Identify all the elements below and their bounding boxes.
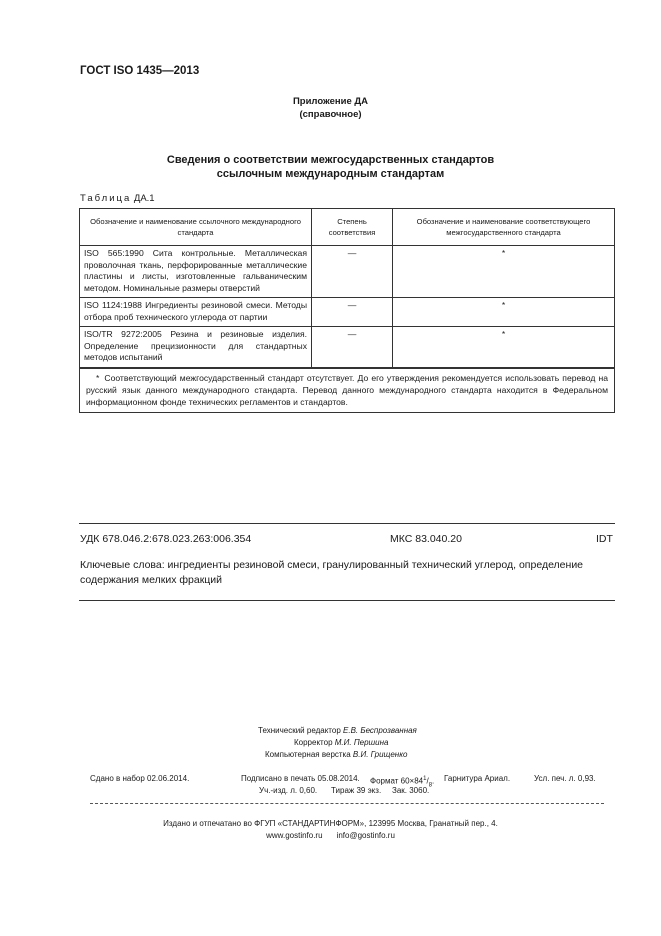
layout-line (265, 749, 407, 761)
circulation: Тираж 39 экз. (331, 786, 382, 795)
column-header-reference: Обозначение и наименование ссылочного международного стандарта (80, 209, 312, 246)
divider-top (79, 523, 615, 524)
corrector-line (294, 737, 388, 749)
corrector-name: М.И. Першина (334, 738, 389, 747)
layout-label: Компьютерная верстка (265, 750, 351, 759)
typeface: Гарнитура Ариал. (444, 774, 511, 783)
divider-bottom (79, 600, 615, 601)
table-footnote (80, 368, 615, 413)
publisher-email[interactable]: info@gostinfo.ru (336, 831, 395, 840)
idt-code: IDT (596, 533, 613, 545)
interstate-standard-cell: * (393, 298, 615, 327)
publisher-contacts (0, 830, 661, 842)
column-header-degree: Степень соответствия (312, 209, 393, 246)
annex-subtitle: (справочное) (299, 109, 362, 120)
correspondence-table (79, 208, 615, 413)
footnote-text: Соответствующий межгосударственный стандарт отсутствует. До его утверждения рекомендуется использовать перевод на русский язык данного международного стандарта. Перевод данного международного стандарта находится в Федеральном информационном фонде технических регламентов и стандартов. (86, 372, 608, 407)
publisher-line: Издано и отпечатано во ФГУП «СТАНДАРТИНФОРМ», 123995 Москва, Гранатный пер., 4. (163, 819, 498, 828)
dashed-divider (90, 803, 604, 804)
print-format: Формат $60\times 84^1/_8$. (370, 776, 435, 789)
annex-title: Приложение ДА (292, 96, 369, 107)
interstate-standard-cell: * (393, 246, 615, 298)
udk-code: УДК 678.046.2:678.023.263:006.354 (80, 533, 252, 545)
format-fraction-numerator: 1 (423, 776, 427, 782)
table-header-row (80, 209, 615, 246)
reference-standard-cell: ISO/TR 9272:2005 Резина и резиновые изделия. Определение прецизионности для стандартных методов испытаний (80, 327, 312, 368)
table-caption-number: ДА.1 (133, 193, 155, 204)
layout-name: В.И. Грищенко (352, 750, 408, 759)
keywords: Ключевые слова: ингредиенты резиновой смеси, гранулированный технический углерод, определение содержания мелких фракций (80, 559, 584, 586)
table-row (80, 327, 615, 368)
credits (0, 725, 661, 765)
section-heading-line2: ссылочным международным стандартам (216, 168, 445, 180)
order-number: Зак. 3060. (392, 786, 430, 795)
tech-editor-line (258, 725, 417, 737)
standard-code: ГОСТ ISO 1435—2013 (80, 65, 200, 77)
table-caption-word: Таблица (80, 193, 132, 204)
tech-editor-label: Технический редактор (258, 726, 341, 735)
table-caption (80, 193, 155, 204)
reference-standard-cell: ISO 565:1990 Сита контрольные. Металлическая проволочная ткань, перфорированные металлические пластины и листы, изготовленные гальваническим методом. Номинальные размеры отверстий (80, 246, 312, 298)
column-header-interstate: Обозначение и наименование соответствующего межгосударственного стандарта (393, 209, 615, 246)
corrector-label: Корректор (294, 738, 333, 747)
signed-date: Подписано в печать 05.08.2014. (241, 774, 360, 783)
tech-editor-name: Е.В. Беспрозванная (343, 726, 417, 735)
interstate-standard-cell: * (393, 327, 615, 368)
submitted-date: Сдано в набор 02.06.2014. (90, 774, 190, 783)
table-row (80, 246, 615, 298)
degree-cell: — (312, 327, 393, 368)
publication-sheets: Уч.-изд. л. 0,60. (259, 786, 318, 795)
publisher-website[interactable]: www.gostinfo.ru (266, 831, 323, 840)
reference-standard-cell: ISO 1124:1988 Ингредиенты резиновой смеси. Методы отбора проб технического углерода от партии (80, 298, 312, 327)
section-heading-line1: Сведения о соответствии межгосударственных стандартов (166, 154, 495, 166)
table-footnote-row (80, 368, 615, 413)
table-row (80, 298, 615, 327)
format-fraction-denominator: 8 (428, 782, 433, 789)
print-sheets: Усл. печ. л. 0,93. (534, 774, 596, 783)
footnote-mark: * (96, 372, 100, 383)
degree-cell: — (312, 298, 393, 327)
mks-code: МКС 83.040.20 (390, 533, 462, 545)
degree-cell: — (312, 246, 393, 298)
format-label: Формат 60×84 (370, 776, 424, 786)
